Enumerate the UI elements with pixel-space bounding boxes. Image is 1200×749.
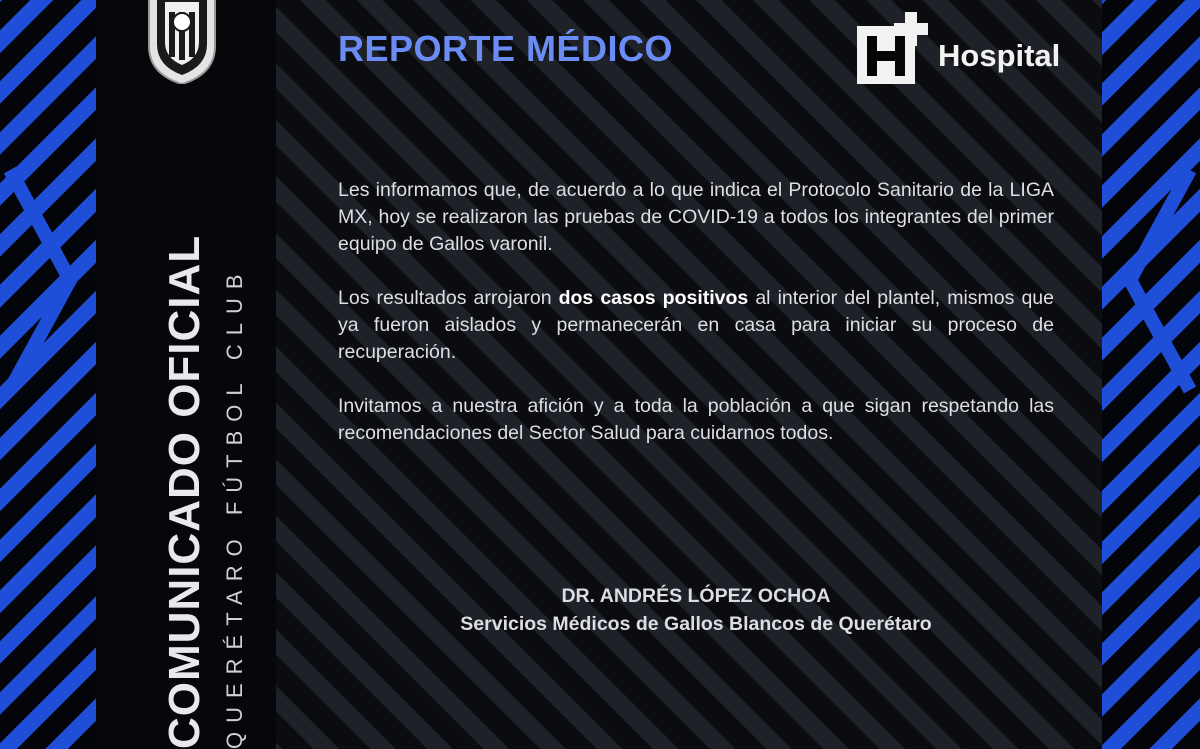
paragraph-protocol: Les informamos que, de acuerdo a lo que indica el Protocolo Sanitario de la LIGA MX, hoy se realizaron las pruebas de COVID-19 a todos los integrantes del primer equipo de Gallos varonil.	[338, 179, 1054, 255]
page-title: REPORTE MÉDICO	[338, 28, 674, 69]
results-text-end: al interior del plantel, mismos que ya fueron aislados y permanecerán en casa para iniciar su proceso de recuperación.	[338, 287, 1054, 363]
right-chevron-icon	[1102, 150, 1200, 410]
positive-cases-highlight: dos casos positivos	[558, 287, 749, 309]
left-chevron-icon	[0, 150, 96, 410]
right-blue-stripe-border	[1102, 0, 1200, 749]
signature-role: Servicios Médicos de Gallos Blancos de Querétaro	[460, 613, 932, 635]
results-text-start: Los resultados arrojaron	[338, 287, 559, 309]
paragraph-results	[338, 285, 1054, 366]
club-name-vertical-text: QUERÉTARO FÚTBOL CLUB	[222, 265, 247, 749]
left-blue-stripe-border	[0, 0, 96, 749]
hospital-h-plus-icon	[855, 12, 935, 88]
signature-name: DR. ANDRÉS LÓPEZ OCHOA	[561, 585, 831, 607]
hospital-logo	[855, 12, 1095, 88]
paragraph-invitation: Invitamos a nuestra afición y a toda la población a que sigan respetando las recomendaciones del Sector Salud para cuidarnos todos.	[338, 395, 1054, 444]
signature-block	[338, 582, 1054, 638]
report-body	[338, 177, 1054, 474]
hospital-logo-text: Hospital	[938, 38, 1061, 73]
comunicado-oficial-vertical-text: COMUNICADO OFICIAL	[160, 234, 209, 749]
club-crest-logo	[145, 0, 219, 84]
